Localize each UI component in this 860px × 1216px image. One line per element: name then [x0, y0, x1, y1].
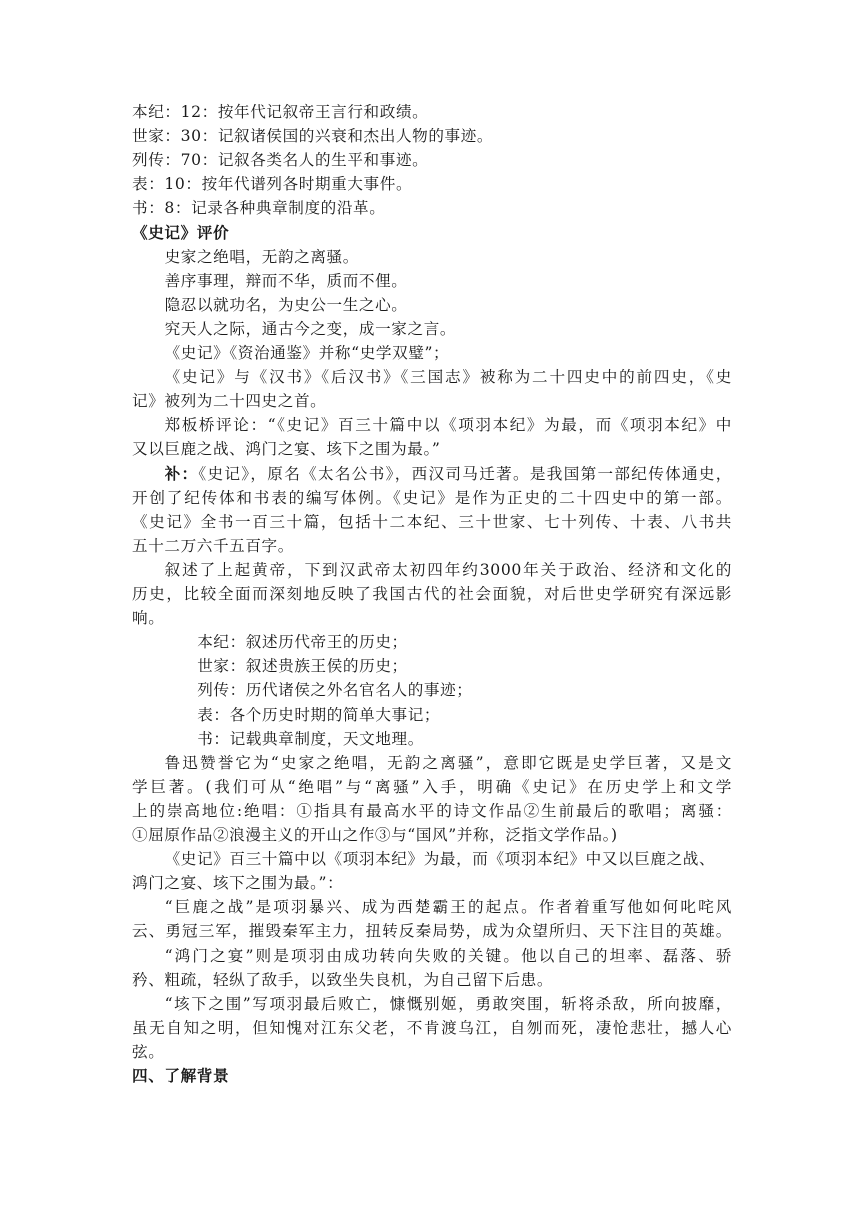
text-line: 《史记》百三十篇中以《项羽本纪》为最，而《项羽本纪》中又以巨鹿之战、	[164, 850, 716, 869]
text-line: 隐忍以就功名，为史公一生之心。	[164, 295, 408, 314]
text-line: 表：10：按年代谱列各时期重大事件。	[132, 175, 413, 194]
text-line: 补：《史记》，原名《太名公书》，西汉司马迁著。是我国第一部纪传体通史，	[164, 463, 732, 483]
text-line: “垓下之围”写项羽最后败亡，慷慨别姬，勇敢突围，斩将杀敌，所向披靡，	[164, 994, 732, 1013]
text-line: 历史，比较全面而深刻地反映了我国古代的社会面貌，对后世史学研究有深远影	[132, 585, 732, 603]
text-line: 鲁迅赞誉它为“史家之绝唱，无韵之离骚”，意即它既是史学巨著，又是文	[164, 753, 732, 772]
text-line: 列传：历代诸侯之外名官名人的事迹；	[197, 681, 473, 700]
section-heading: 四、了解背景	[132, 1066, 230, 1085]
text-line: 开创了纪传体和书表的编写体例。《史记》是作为正史的二十四史中的第一部。	[132, 488, 732, 507]
text-line: 书：记载典章制度，天文地理。	[197, 729, 424, 748]
text-line: 书：8：记录各种典章制度的沿革。	[132, 199, 386, 218]
text-line: 又以巨鹿之战、鸿门之宴、垓下之围为最。”	[132, 440, 441, 459]
text-line: 《史记》与《汉书》《后汉书》《三国志》被称为二十四史中的前四史，《史	[164, 368, 732, 387]
text-line: 响。	[132, 609, 165, 628]
section-heading: 《史记》评价	[132, 222, 230, 242]
text-line: 郑板桥评论：“《史记》百三十篇中以《项羽本纪》为最，而《项羽本纪》中	[164, 416, 732, 435]
text-line: 叙述了上起黄帝，下到汉武帝太初四年约3000年关于政治、经济和文化的	[164, 560, 732, 579]
text-line: 记》被列为二十四史之首。	[132, 392, 327, 411]
text-line: 上的崇高地位:绝唱：①指具有最高水平的诗文作品②生前最后的歌唱；离骚：	[132, 801, 732, 820]
text-line: 世家：叙述贵族王侯的历史；	[197, 657, 408, 676]
text-line: 史家之绝唱，无韵之离骚。	[164, 247, 359, 266]
text-line: 表：各个历史时期的简单大事记；	[197, 705, 441, 724]
text-line: 矜、粗疏，轻纵了敌手，以致坐失良机，为自己留下后患。	[132, 970, 554, 989]
text-line: 虽无自知之明，但知愧对江东父老，不肯渡乌江，自刎而死，凄怆悲壮，撼人心	[132, 1018, 732, 1037]
text-line: ①屈原作品②浪漫主义的开山之作③与“国风”并称，泛指文学作品。)	[132, 826, 618, 844]
text-line: 学巨著。(我们可从“绝唱”与“离骚”入手，明确《史记》在历史学上和文学	[132, 777, 732, 796]
text-line: 五十二万六千五百字。	[132, 536, 294, 555]
text-line: 本纪：12：按年代记叙帝王言行和政绩。	[132, 103, 429, 121]
text-line: 本纪：叙述历代帝王的历史；	[197, 633, 408, 652]
text-line: 列传：70：记叙各类名人的生平和事迹。	[132, 151, 429, 170]
text-line: “巨鹿之战”是项羽暴兴、成为西楚霸王的起点。作者着重写他如何叱咤风	[164, 898, 732, 917]
text-line: 《史记》全书一百三十篇，包括十二本纪、三十世家、七十列传、十表、八书共	[132, 512, 732, 531]
text-line: 鸿门之宴、垓下之围为最。”：	[132, 874, 344, 893]
text-line: 世家：30：记叙诸侯国的兴衰和杰出人物的事迹。	[132, 127, 494, 146]
text-line: 究天人之际，通古今之变，成一家之言。	[164, 319, 457, 338]
text-line: 善序事理，辩而不华，质而不俚。	[164, 271, 408, 290]
text-line: “鸿门之宴”则是项羽由成功转向失败的关键。他以自己的坦率、磊落、骄	[164, 946, 732, 965]
text-line: 弦。	[132, 1042, 165, 1061]
text-line: 云、勇冠三军，摧毁秦军主力，扭转反秦局势，成为众望所归、天下注目的英雄。	[132, 922, 732, 941]
text-line: 《史记》《资治通鉴》并称“史学双璧”；	[164, 344, 450, 362]
